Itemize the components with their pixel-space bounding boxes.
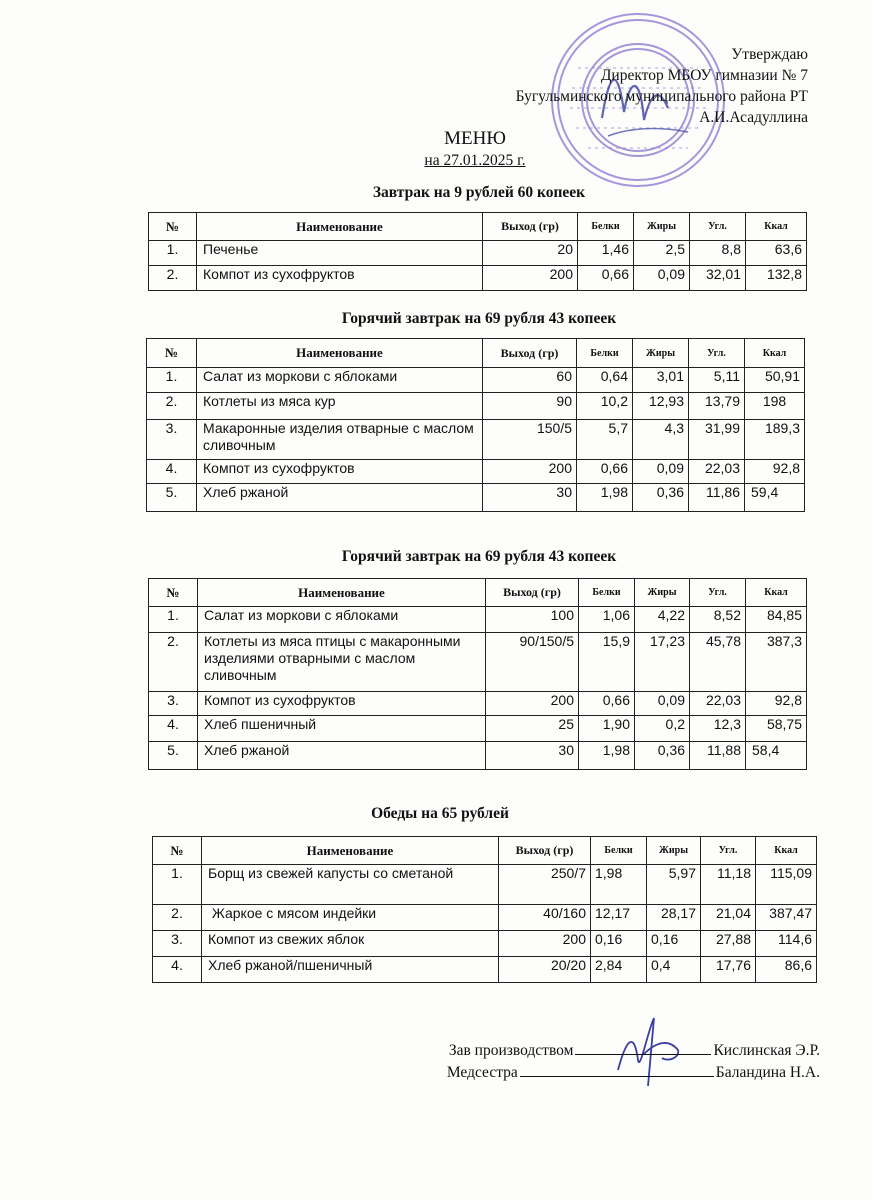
menu-title: МЕНЮ xyxy=(444,128,506,149)
cell-name: Макаронные изделия отварные с маслом сливочным xyxy=(197,420,483,460)
cell-kcal: 189,3 xyxy=(745,420,805,460)
cell-yield: 200 xyxy=(483,460,577,484)
header-carb: Угл. xyxy=(701,837,756,865)
table-row xyxy=(149,692,807,716)
cell-protein: 15,9 xyxy=(579,633,635,692)
cell-protein: 0,16 xyxy=(591,931,647,957)
table-row xyxy=(153,957,817,983)
cell-yield: 250/7 xyxy=(499,865,591,905)
header-protein: Белки xyxy=(591,837,647,865)
header-name: Наименование xyxy=(198,579,486,607)
cell-fat: 17,23 xyxy=(635,633,690,692)
cell-no: 2. xyxy=(149,633,198,692)
header-fat: Жиры xyxy=(633,339,689,368)
table-header-row xyxy=(153,837,817,865)
table-row xyxy=(149,716,807,742)
cell-name: Хлеб ржаной xyxy=(198,742,486,770)
signature-line-nurse xyxy=(360,1062,820,1084)
header-name: Наименование xyxy=(202,837,499,865)
approval-line-4: А.И.Асадуллина xyxy=(699,109,808,126)
cell-no: 5. xyxy=(147,484,197,512)
cell-fat: 0,09 xyxy=(633,460,689,484)
cell-fat: 4,3 xyxy=(633,420,689,460)
approval-line-2: Директор МБОУ гимназии № 7 xyxy=(600,67,808,84)
table-header-row xyxy=(149,213,807,241)
cell-kcal: 92,8 xyxy=(746,692,807,716)
cell-fat: 2,5 xyxy=(634,241,690,266)
cell-yield: 200 xyxy=(483,266,578,291)
header-protein: Белки xyxy=(579,579,635,607)
header-yield: Выход (гр) xyxy=(486,579,579,607)
section-title-hot-breakfast-2: Горячий завтрак на 69 рубля 43 копеек xyxy=(341,548,617,565)
table-row xyxy=(149,266,807,291)
cell-protein: 1,06 xyxy=(579,607,635,633)
cell-yield: 60 xyxy=(483,368,577,393)
cell-protein: 0,66 xyxy=(579,692,635,716)
cell-name: Хлеб ржаной xyxy=(197,484,483,512)
cell-carb: 45,78 xyxy=(690,633,746,692)
cell-carb: 8,52 xyxy=(690,607,746,633)
header-kcal: Ккал xyxy=(746,579,807,607)
cell-kcal: 387,3 xyxy=(746,633,807,692)
menu-table-hot-breakfast-2 xyxy=(148,578,807,770)
header-fat: Жиры xyxy=(635,579,690,607)
cell-protein: 10,2 xyxy=(577,393,633,420)
cell-kcal: 387,47 xyxy=(756,905,817,931)
cell-carb: 27,88 xyxy=(701,931,756,957)
cell-name: Компот из сухофруктов xyxy=(198,692,486,716)
cell-name: Котлеты из мяса кур xyxy=(197,393,483,420)
header-yield: Выход (гр) xyxy=(483,213,578,241)
cell-carb: 22,03 xyxy=(690,692,746,716)
signature-rule xyxy=(575,1040,711,1055)
cell-protein: 0,66 xyxy=(578,266,634,291)
cell-no: 2. xyxy=(149,266,197,291)
signature-person: Кислинская Э.Р. xyxy=(713,1042,820,1059)
menu-date: на 27.01.2025 г. xyxy=(424,152,526,169)
cell-kcal: 132,8 xyxy=(746,266,807,291)
cell-fat: 0,16 xyxy=(647,931,701,957)
cell-yield: 30 xyxy=(483,484,577,512)
cell-yield: 25 xyxy=(486,716,579,742)
header-protein: Белки xyxy=(577,339,633,368)
cell-fat: 28,17 xyxy=(647,905,701,931)
header-kcal: Ккал xyxy=(746,213,807,241)
table-row xyxy=(147,368,805,393)
section-title-hot-breakfast-1: Горячий завтрак на 69 рубля 43 копеек xyxy=(341,310,617,327)
header-no: № xyxy=(149,213,197,241)
cell-name: Компот из сухофруктов xyxy=(197,266,483,291)
cell-carb: 8,8 xyxy=(690,241,746,266)
cell-carb: 11,86 xyxy=(689,484,745,512)
cell-carb: 21,04 xyxy=(701,905,756,931)
cell-fat: 0,09 xyxy=(634,266,690,291)
signatures-block xyxy=(360,1040,820,1084)
cell-carb: 22,03 xyxy=(689,460,745,484)
cell-yield: 150/5 xyxy=(483,420,577,460)
cell-no: 3. xyxy=(149,692,198,716)
cell-carb: 13,79 xyxy=(689,393,745,420)
table-row xyxy=(153,865,817,905)
cell-fat: 12,93 xyxy=(633,393,689,420)
header-carb: Угл. xyxy=(690,213,746,241)
cell-name: Жаркое с мясом индейки xyxy=(202,905,499,931)
header-fat: Жиры xyxy=(634,213,690,241)
cell-protein: 0,66 xyxy=(577,460,633,484)
cell-fat: 0,36 xyxy=(633,484,689,512)
header-no: № xyxy=(147,339,197,368)
cell-kcal: 58,4 xyxy=(746,742,807,770)
cell-no: 1. xyxy=(153,865,202,905)
header-kcal: Ккал xyxy=(745,339,805,368)
cell-yield: 90 xyxy=(483,393,577,420)
cell-protein: 1,98 xyxy=(579,742,635,770)
signature-rule xyxy=(520,1062,714,1077)
signature-role: Медсестра xyxy=(446,1064,518,1081)
header-yield: Выход (гр) xyxy=(499,837,591,865)
cell-no: 3. xyxy=(153,931,202,957)
header-protein: Белки xyxy=(578,213,634,241)
header-yield: Выход (гр) xyxy=(483,339,577,368)
cell-no: 4. xyxy=(147,460,197,484)
cell-no: 1. xyxy=(149,607,198,633)
header-no: № xyxy=(149,579,198,607)
cell-protein: 5,7 xyxy=(577,420,633,460)
cell-fat: 0,36 xyxy=(635,742,690,770)
header-kcal: Ккал xyxy=(756,837,817,865)
cell-kcal: 92,8 xyxy=(745,460,805,484)
cell-yield: 200 xyxy=(499,931,591,957)
cell-carb: 11,88 xyxy=(690,742,746,770)
cell-name: Салат из моркови с яблоками xyxy=(198,607,486,633)
cell-no: 2. xyxy=(153,905,202,931)
cell-name: Салат из моркови с яблоками xyxy=(197,368,483,393)
cell-no: 5. xyxy=(149,742,198,770)
table-row xyxy=(149,633,807,692)
cell-no: 4. xyxy=(149,716,198,742)
cell-yield: 30 xyxy=(486,742,579,770)
cell-name: Котлеты из мяса птицы с макаронными изделиями отварными с маслом сливочным xyxy=(198,633,486,692)
menu-table-breakfast xyxy=(148,212,807,291)
cell-yield: 200 xyxy=(486,692,579,716)
cell-kcal: 86,6 xyxy=(756,957,817,983)
cell-yield: 20 xyxy=(483,241,578,266)
table-row xyxy=(147,420,805,460)
section-title-lunch: Обеды на 65 рублей xyxy=(371,805,509,822)
table-row xyxy=(147,460,805,484)
approval-block xyxy=(516,44,808,128)
cell-no: 3. xyxy=(147,420,197,460)
cell-carb: 17,76 xyxy=(701,957,756,983)
menu-table-hot-breakfast-1 xyxy=(146,338,805,512)
cell-fat: 0,4 xyxy=(647,957,701,983)
cell-kcal: 114,6 xyxy=(756,931,817,957)
table-row xyxy=(149,742,807,770)
table-row xyxy=(149,241,807,266)
cell-yield: 100 xyxy=(486,607,579,633)
cell-fat: 4,22 xyxy=(635,607,690,633)
table-row xyxy=(147,393,805,420)
signature-role: Зав производством xyxy=(448,1042,574,1059)
cell-protein: 0,64 xyxy=(577,368,633,393)
cell-fat: 3,01 xyxy=(633,368,689,393)
cell-protein: 1,90 xyxy=(579,716,635,742)
cell-no: 1. xyxy=(149,241,197,266)
header-name: Наименование xyxy=(197,213,483,241)
approval-line-1: Утверждаю xyxy=(731,46,808,63)
cell-kcal: 58,75 xyxy=(746,716,807,742)
cell-kcal: 50,91 xyxy=(745,368,805,393)
cell-protein: 1,46 xyxy=(578,241,634,266)
table-header-row xyxy=(149,579,807,607)
table-row xyxy=(147,484,805,512)
header-carb: Угл. xyxy=(689,339,745,368)
signature-line-production xyxy=(360,1040,820,1062)
cell-no: 4. xyxy=(153,957,202,983)
cell-name: Компот из сухофруктов xyxy=(197,460,483,484)
cell-carb: 31,99 xyxy=(689,420,745,460)
cell-protein: 2,84 xyxy=(591,957,647,983)
cell-kcal: 59,4 xyxy=(745,484,805,512)
signature-person: Баландина Н.А. xyxy=(715,1064,820,1081)
cell-carb: 12,3 xyxy=(690,716,746,742)
cell-name: Компот из свежих яблок xyxy=(202,931,499,957)
cell-protein: 12,17 xyxy=(591,905,647,931)
cell-fat: 0,2 xyxy=(635,716,690,742)
table-row xyxy=(149,607,807,633)
header-fat: Жиры xyxy=(647,837,701,865)
cell-kcal: 84,85 xyxy=(746,607,807,633)
header-name: Наименование xyxy=(197,339,483,368)
cell-name: Хлеб пшеничный xyxy=(198,716,486,742)
cell-yield: 40/160 xyxy=(499,905,591,931)
cell-name: Борщ из свежей капусты со сметаной xyxy=(202,865,499,905)
section-title-breakfast: Завтрак на 9 рублей 60 копеек xyxy=(372,184,586,201)
cell-fat: 0,09 xyxy=(635,692,690,716)
header-carb: Угл. xyxy=(690,579,746,607)
cell-no: 1. xyxy=(147,368,197,393)
header-no: № xyxy=(153,837,202,865)
cell-fat: 5,97 xyxy=(647,865,701,905)
cell-carb: 5,11 xyxy=(689,368,745,393)
cell-carb: 32,01 xyxy=(690,266,746,291)
cell-yield: 20/20 xyxy=(499,957,591,983)
cell-carb: 11,18 xyxy=(701,865,756,905)
cell-kcal: 63,6 xyxy=(746,241,807,266)
table-row xyxy=(153,931,817,957)
cell-kcal: 115,09 xyxy=(756,865,817,905)
cell-kcal: 198 xyxy=(745,393,805,420)
cell-name: Хлеб ржаной/пшеничный xyxy=(202,957,499,983)
cell-no: 2. xyxy=(147,393,197,420)
approval-line-3: Бугульминского муниципального района РТ xyxy=(515,88,808,105)
table-row xyxy=(153,905,817,931)
table-header-row xyxy=(147,339,805,368)
cell-name: Печенье xyxy=(197,241,483,266)
cell-protein: 1,98 xyxy=(577,484,633,512)
cell-yield: 90/150/5 xyxy=(486,633,579,692)
menu-table-lunch xyxy=(152,836,817,983)
cell-protein: 1,98 xyxy=(591,865,647,905)
